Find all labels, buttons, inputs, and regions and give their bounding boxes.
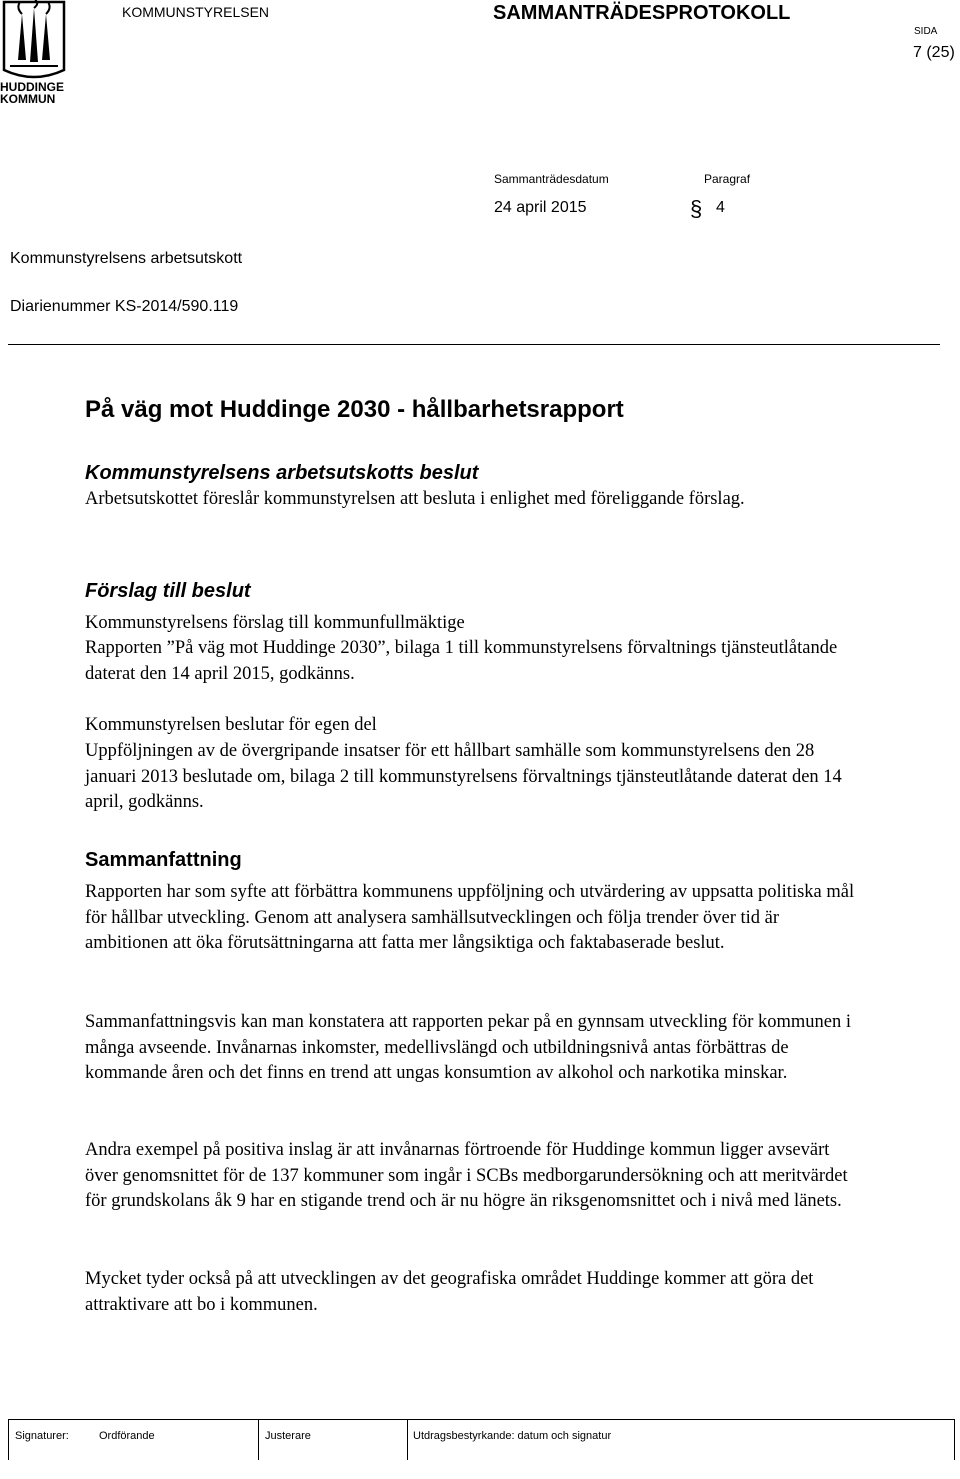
page-label: SIDA xyxy=(914,26,938,37)
adjuster-label: Justerare xyxy=(265,1430,311,1442)
own-decision-intro: Kommunstyrelsen beslutar för egen del xyxy=(85,715,377,735)
page-number: 7 (25) xyxy=(913,44,955,61)
signature-divider xyxy=(407,1420,408,1460)
diary-number: Diarienummer KS-2014/590.119 xyxy=(10,298,239,315)
meeting-date-label: Sammanträdesdatum xyxy=(494,172,609,186)
meeting-date: 24 april 2015 xyxy=(494,199,587,216)
summary-paragraph-2: Sammanfattningsvis kan man konstatera att rapporten pekar på en gynnsam utveckling för kommunen i många avseende. Invånarnas inkomster, medellivslängd och utbildningsnivå antas förbättras de kommande åren och det finns en trend att ungas konsumtion av alkohol och narkotika minskar. xyxy=(85,1012,852,1083)
own-decision-text: Uppföljningen av de övergripande insatser för ett hållbart samhälle som kommunstyrelsens den 28 januari 2013 beslutade om, bilaga 2 till kommunstyrelsens förvaltnings tjänsteutlåtande daterat den 14 april, godkänns. xyxy=(85,741,842,812)
paragraph-label: Paragraf xyxy=(704,172,751,186)
heading-summary: Sammanfattning xyxy=(85,849,242,871)
signatures-label: Signaturer: xyxy=(15,1430,69,1442)
extract-certification-label: Utdragsbestyrkande: datum och signatur xyxy=(413,1430,612,1442)
proposal-text: Rapporten ”På väg mot Huddinge 2030”, bilaga 1 till kommunstyrelsens förvaltnings tjänsteutlåtande daterat den 14 april 2015, godkänns. xyxy=(85,638,838,684)
logo-wordmark: HUDDINGE KOMMUN xyxy=(0,80,65,106)
heading-proposal: Förslag till beslut xyxy=(85,580,251,602)
committee-name: Kommunstyrelsens arbetsutskott xyxy=(10,250,243,267)
page-title: På väg mot Huddinge 2030 - hållbarhetsrapport xyxy=(85,396,624,423)
signature-divider xyxy=(258,1420,259,1460)
summary-paragraph-4: Mycket tyder också på att utvecklingen av det geografiska området Huddinge kommer att göra det attraktivare att bo i kommunen. xyxy=(85,1269,814,1315)
summary-paragraph-1: Rapporten har som syfte att förbättra kommunens uppföljning och utvärdering av uppsatta politiska mål för hållbar utveckling. Genom att analysera samhällsutvecklingen och följa trender över tid är ambitionen att öka förutsättningarna att fatta mer långsiktiga och faktabaserade beslut. xyxy=(85,882,855,953)
proposal-intro: Kommunstyrelsens förslag till kommunfullmäktige xyxy=(85,613,465,633)
chair-label: Ordförande xyxy=(99,1430,155,1442)
document-type-title: SAMMANTRÄDESPROTOKOLL xyxy=(493,2,791,24)
committee-decision-text: Arbetsutskottet föreslår kommunstyrelsen att besluta i enlighet med föreliggande förslag. xyxy=(85,489,745,509)
header-organization: KOMMUNSTYRELSEN xyxy=(122,4,270,20)
paragraph-number: 4 xyxy=(716,199,725,216)
header-divider xyxy=(8,344,940,345)
heading-committee-decision: Kommunstyrelsens arbetsutskotts beslut xyxy=(85,462,479,484)
signature-box xyxy=(8,1419,955,1460)
section-sign-icon: § xyxy=(690,196,703,221)
summary-paragraph-3: Andra exempel på positiva inslag är att invånarnas förtroende för Huddinge kommun ligger avsevärt över genomsnittet för de 137 kommuner som ingår i SCBs medborgarundersökning och att meritvärdet för grundskolans åk 9 har en stigande trend och är nu högre än riksgenomsnittet och i nivå med länets. xyxy=(85,1140,848,1211)
